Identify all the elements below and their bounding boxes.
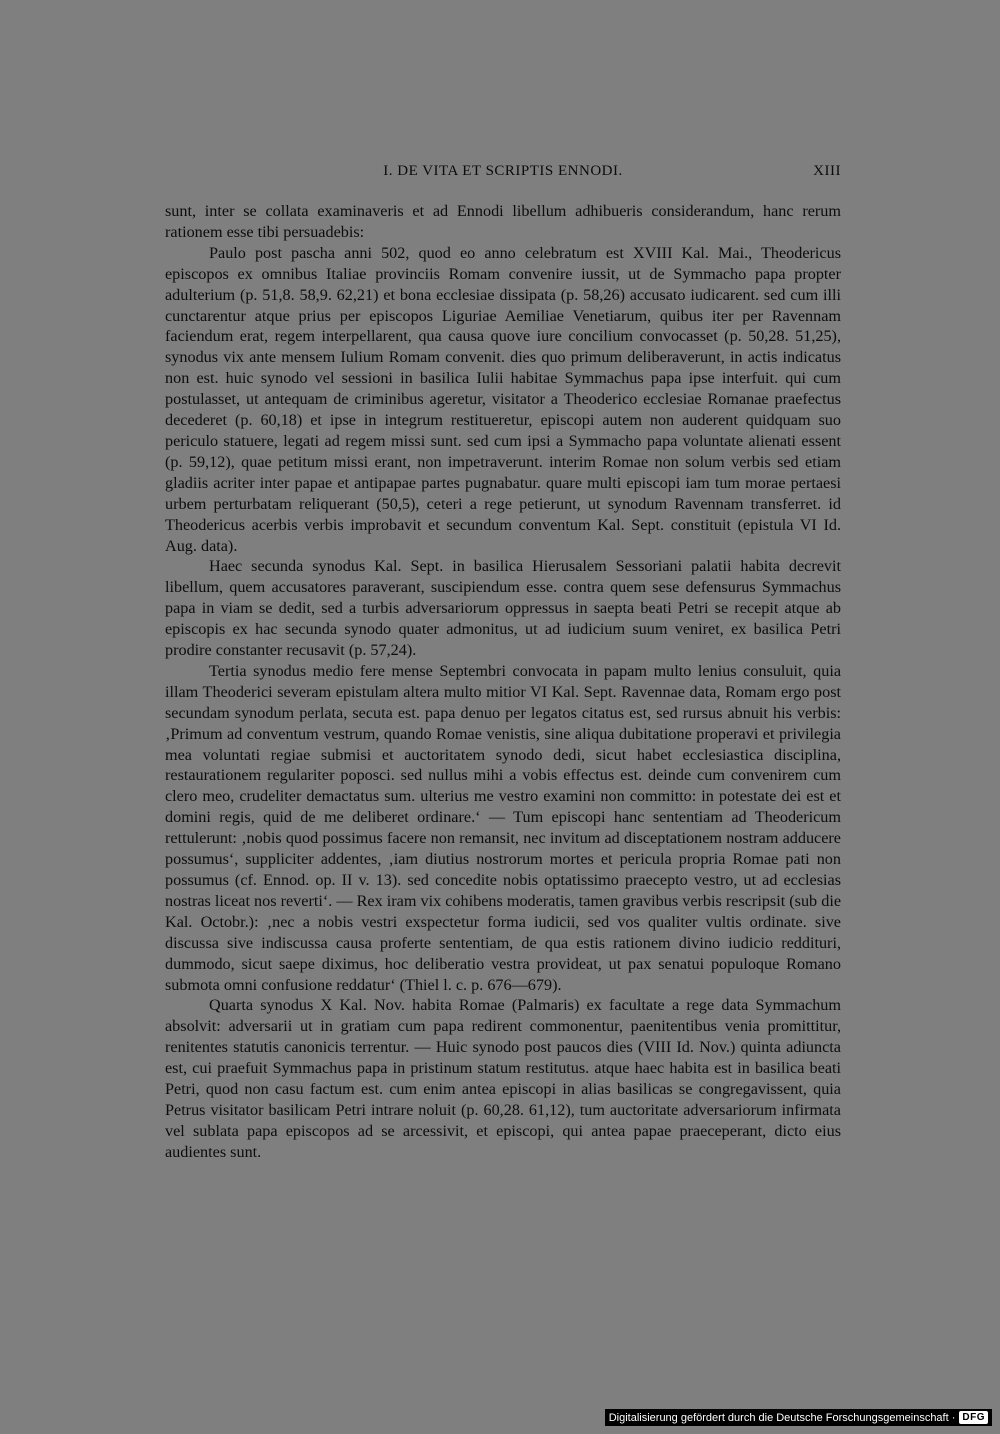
running-title: I. DE VITA ET SCRIPTIS ENNODI. xyxy=(383,163,623,179)
paragraph-third-synod: Tertia synodus medio fere mense Septembri convocata in papam multo lenius consuluit, quia illam Theoderici severam epistulam altera multo mitior VI Kal. Sept. Ravennae data, Romam ergo post secundam synodum perlata, secuta est. papa denuo per legatos citatus est, sed rursus abnuit his verbis: ‚Primum ad conventum vestrum, quando Romae venistis, sine aliqua dubitatione properavi et privilegia mea voluntati regiae submisi et auctoritatem synodo dedi, sicut habet ecclesiastica disciplina, restaurationem regulariter poposci. sed nullus mihi a vobis effectus est. deinde cum convenirem cum clero meo, crudeliter demactatus sum. ulterius me vestro examini non committo: in potestate dei est et domini regis, quid de me deliberet ordinare.‘ — Tum episcopi hanc sententiam ad Theodericum rettulerunt: ‚nobis quod possimus facere non remansit, nec invitum ad disceptationem nostram adducere possumus‘, suppliciter addentes, ‚iam diutius nostrorum mortes et pericula propria Romae pati non possumus (cf. Ennod. op. II v. 13). sed concedite nobis optatissimo praecepto vestro, ut ad ecclesias nostras liceat nos reverti‘. — Rex iram vix cohibens moderatis, tamen gravibus verbis rescripsit (sub die Kal. Octobr.): ‚nec a nobis vestri exspectetur forma iudicii, sed vos qualiter vultis ordinate. sive discussa sive indiscussa causa proferte sententiam, de qua estis rationem divino iudicio reddituri, dummodo, sicut saepe diximus, hoc deliberatio vestra provideat, ut pax senatui populoque Romano submota omni confusione reddatur‘ (Thiel l. c. p. 676—679). xyxy=(165,661,841,994)
paragraph-second-synod: Haec secunda synodus Kal. Sept. in basilica Hierusalem Sessoriani palatii habita decrevit libellum, quem accusatores paraverant, suscipiendum esse. contra quem sese defensurus Symmachus papa in viam se dedit, sed a turbis adversariorum oppressus in saepta beati Petri se recepit atque ab episcopis ex hac secunda synodo quater admonitus, ut ad iudicium suum veniret, ex basilica Petri prodire constanter recusavit (p. 57,24). xyxy=(165,557,841,660)
page-number: XIII xyxy=(813,163,841,179)
dfg-logo: DFG xyxy=(959,1411,988,1424)
paragraph-continuation: sunt, inter se collata examinaveris et ad Ennodi libellum adhibueris considerandum, hanc rerum rationem esse tibi persuadebis: xyxy=(165,202,841,241)
body-text xyxy=(165,201,841,1163)
credit-text: Digitalisierung gefördert durch die Deutsche Forschungsgemeinschaft · xyxy=(608,1411,956,1424)
page-header xyxy=(165,163,841,187)
digitization-credit xyxy=(605,1409,992,1426)
paragraph-first-synod: Paulo post pascha anni 502, quod eo anno celebratum est XVIII Kal. Mai., Theodericus episcopos ex omnibus Italiae provinciis Romam convenire iussit, ut de Symmacho papa propter adulterium (p. 51,8. 58,9. 62,21) et bona ecclesiae dissipata (p. 58,26) accusato iudicarent. sed cum illi cunctarentur atque prius per episcopos Liguriae Aemiliae Venetiarum, quibus iter per Ravennam faciendum erat, regem interpellarent, qua causa quove iure concilium convocasset (p. 50,28. 51,25), synodus vix ante mensem Iulium Romam convenit. dies quo primum deliberaverunt, in actis indicatus non est. huic synodo vel sessioni in basilica Iulii habitae Symmachus papa ipse interfuit. qui cum postulasset, ut antequam de criminibus ageretur, visitator a Theoderico ecclesiae Romanae praefectus decederet (p. 60,18) et ipse in integrum restitueretur, episcopi autem non auderent quidquam suo periculo statuere, legati ad regem missi sunt. sed cum ipsi a Symmacho papa voluntate alienati essent (p. 59,12), quae petitum missi erant, non impetraverunt. interim Romae non solum verbis sed etiam gladiis acriter inter papae et antipapae partes pugnabatur. quare multi episcopi iam tum morae pertaesi urbem perturbatam reliquerant (50,5), ceteri a rege petierunt, ut synodum Ravennam transferret. id Theodericus acerbis verbis improbavit et secundum conventum Kal. Sept. constituit (epistula VI Id. Aug. data). xyxy=(165,243,841,555)
paragraph-fourth-synod: Quarta synodus X Kal. Nov. habita Romae (Palmaris) ex facultate a rege data Symmachum absolvit: adversarii ut in gratiam cum papa redirent commonentur, paenitentibus venia promittitur, renitentes statutis canonicis terrentur. — Huic synodo post paucos dies (VIII Id. Nov.) quinta adiuncta est, cui praefuit Symmachus papa in pristinum statum restitutus. atque haec habita est in basilica beati Petri, quod non casu factum est. cum enim antea episcopi in alias basilicas se congregavissent, quia Petrus visitator basilicam Petri intrare noluit (p. 60,28. 61,12), tum auctoritate adversariorum infirmata vel sublata papa episcopos ad se arcessivit, et episcopi, qui antea papae praeceperant, dicto eius audientes sunt. xyxy=(165,996,841,1161)
